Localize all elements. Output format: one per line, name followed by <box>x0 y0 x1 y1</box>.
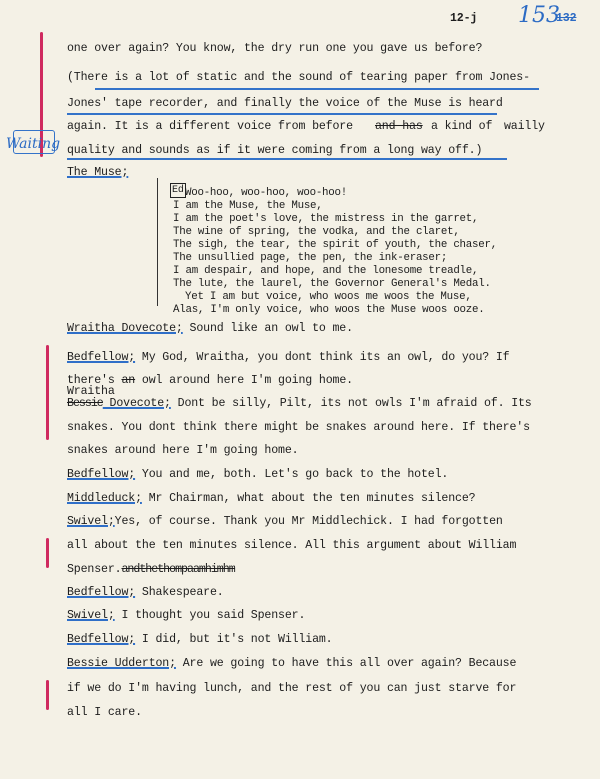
speaker-bedfellow: Bedfellow; <box>67 468 136 481</box>
verse-2: I am the Muse, the Muse, <box>173 200 323 212</box>
speaker-bessie: Bessie Udderton; <box>67 657 176 670</box>
speaker-muse: The Muse; <box>67 166 129 179</box>
blue-underline-2 <box>67 113 497 115</box>
name-wraitha-above: Wraitha <box>67 385 115 398</box>
line-bedfellow-1b: there's an owl around here I'm going home. <box>67 374 353 387</box>
line-2: (There is a lot of static and the sound of tearing paper from Jones- <box>67 71 530 84</box>
margin-note-waiting: Waiting <box>6 136 61 152</box>
line-wraitha-2: Bessie Dovecote; Dont be silly, Pilt, its not owls I'm afraid of. Its <box>67 397 532 410</box>
verse-box: Ed <box>172 185 184 196</box>
dialogue-text: Shakespeare. <box>135 586 224 599</box>
line-bessie-b: if we do I'm having lunch, and the rest of you can just starve for <box>67 682 517 695</box>
dialogue-text: I thought you said Spenser. <box>114 609 306 622</box>
line-bedfellow-4 <box>67 633 333 646</box>
line-wraitha-2b: snakes. You dont think there might be snakes around here. If there's <box>67 421 530 434</box>
line-wraitha-2c: snakes around here I'm going home. <box>67 444 299 457</box>
margin-bar-4 <box>46 680 49 710</box>
line-swivel-1b: all about the ten minutes silence. All this argument about William <box>67 539 517 552</box>
speaker-middleduck: Middleduck; <box>67 492 142 505</box>
line-4c: a kind of <box>431 120 493 133</box>
line-bessie <box>67 657 516 670</box>
line-wraitha-1 <box>67 322 353 335</box>
verse-indent-line <box>157 178 158 306</box>
verse-4: The wine of spring, the vodka, and the claret, <box>173 226 460 238</box>
verse-7: I am despair, and hope, and the lonesome treadle, <box>173 265 479 277</box>
speaker-bedfellow: Bedfellow; <box>67 586 136 599</box>
line-bessie-c: all I care. <box>67 706 142 719</box>
line-3: Jones' tape recorder, and finally the voice of the Muse is heard <box>67 97 503 110</box>
verse-3: I am the poet's love, the mistress in the garret, <box>173 213 479 225</box>
line-swivel-2 <box>67 609 305 622</box>
dialogue-text: Are we going to have this all over again? Because <box>175 657 517 670</box>
blue-underline-1 <box>95 88 539 90</box>
folio-new: 153 <box>518 3 560 28</box>
line-4b: and has <box>375 120 423 133</box>
speaker-wraitha: Wraitha Dovecote; <box>67 322 183 335</box>
dialogue-text: Yes, of course. Thank you Mr Middlechick. I had forgotten <box>114 515 503 528</box>
line-4a: again. It is a different voice from before <box>67 120 353 133</box>
speaker-bedfellow: Bedfellow; <box>67 633 136 646</box>
page-number: 12-j <box>450 12 478 25</box>
line-4d: wailly <box>504 120 545 133</box>
line-bedfellow-3 <box>67 586 224 599</box>
dialogue-text: I did, but it's not William. <box>135 633 333 646</box>
margin-bar-3 <box>46 538 49 568</box>
line-middleduck <box>67 492 475 505</box>
dialogue-text: Mr Chairman, what about the ten minutes silence? <box>141 492 476 505</box>
blue-underline-3 <box>67 158 507 160</box>
dialogue-text: Sound like an owl to me. <box>182 322 353 335</box>
speaker-bedfellow: Bedfellow; <box>67 351 136 364</box>
verse-10: Alas, I'm only voice, who woos the Muse woos ooze. <box>173 304 485 316</box>
line-bedfellow-2 <box>67 468 448 481</box>
verse-6: The unsullied page, the pen, the ink-eraser; <box>173 252 448 264</box>
verse-1: Woo-hoo, woo-hoo, woo-hoo! <box>185 187 347 199</box>
dialogue-text: Dont be silly, Pilt, its not owls I'm afraid of. Its <box>170 397 532 410</box>
line-bedfellow-1 <box>67 351 510 364</box>
verse-5: The sigh, the tear, the spirit of youth, the chaser, <box>173 239 497 251</box>
verse-8: The lute, the laurel, the Governor General's Medal. <box>173 278 491 290</box>
line-1: one over again? You know, the dry run one you gave us before? <box>67 42 483 55</box>
line-swivel-1c: Spenser.andthethompaamhimhm <box>67 563 235 576</box>
struck-text: andthethompaamhimhm <box>121 563 235 576</box>
dialogue-text: You and me, both. Let's go back to the hotel. <box>135 468 449 481</box>
folio-old: 132 <box>556 12 577 25</box>
dialogue-text: My God, Wraitha, you dont think its an owl, do you? If <box>135 351 510 364</box>
struck-name: Bessie <box>67 397 103 410</box>
speaker-swivel: Swivel; <box>67 515 115 528</box>
margin-bar-2 <box>46 345 49 440</box>
line-swivel-1 <box>67 515 503 528</box>
speaker-swivel: Swivel; <box>67 609 115 622</box>
struck-word: an <box>121 374 136 387</box>
line-5: quality and sounds as if it were coming from a long way off.) <box>67 144 483 157</box>
verse-9: Yet I am but voice, who woos me woos the Muse, <box>185 291 472 303</box>
